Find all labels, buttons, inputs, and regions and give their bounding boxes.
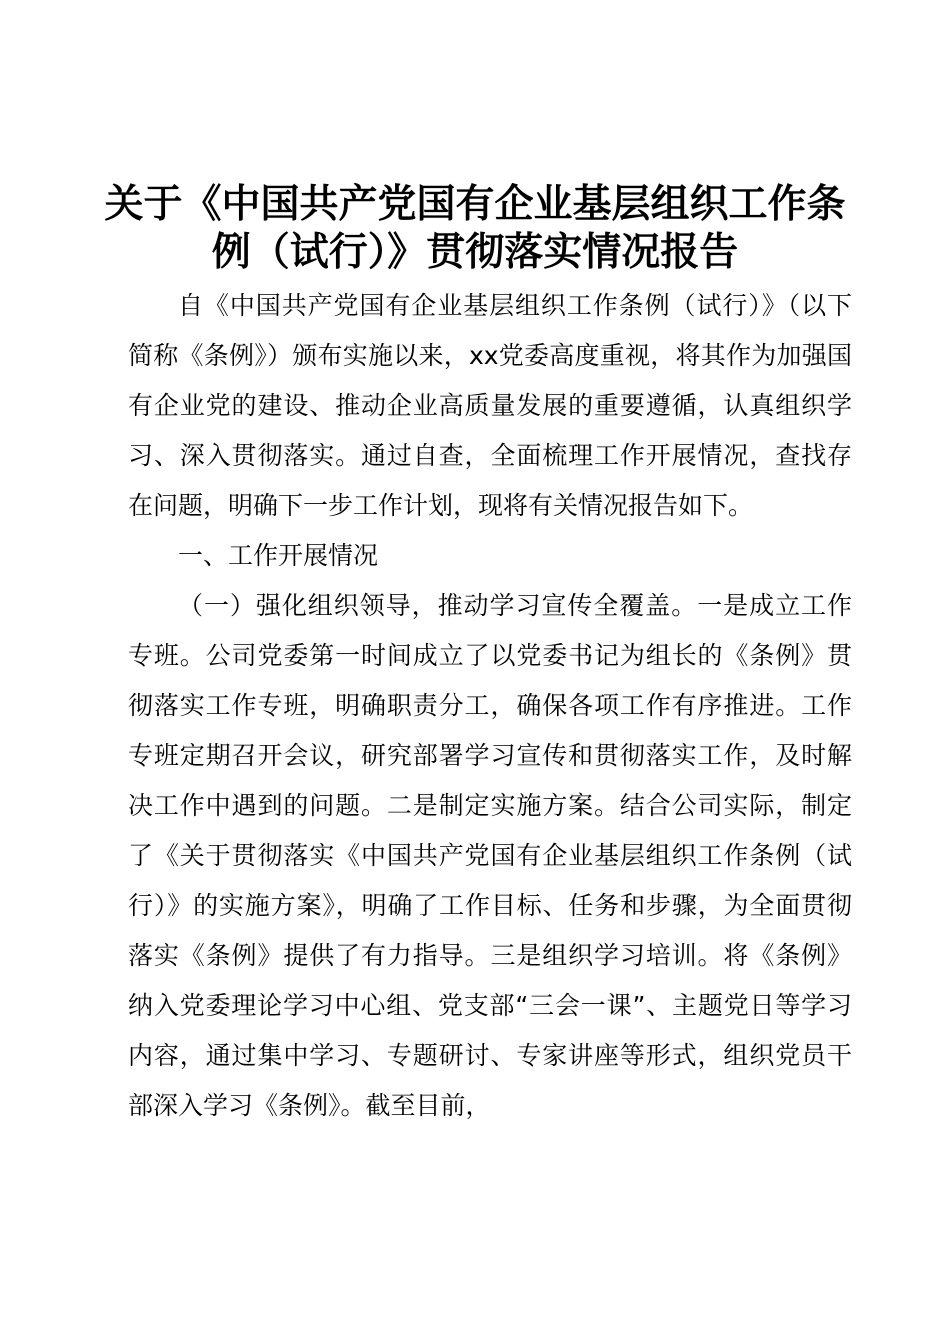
document-body (128, 281, 852, 1131)
subsection-paragraph: （一）强化组织领导，推动学习宣传全覆盖。一是成立工作专班。公司党委第一时间成立了以党委书记为组长的《条例》贯彻落实工作专班，明确职责分工，确保各项工作有序推进。工作专班定期召开会议，研究部署学习宣传和贯彻落实工作，及时解决工作中遇到的问题。二是制定实施方案。结合公司实际，制定了《关于贯彻落实《中国共产党国有企业基层组织工作条例（试行）》的实施方案》，明确了工作目标、任务和步骤，为全面贯彻落实《条例》提供了有力指导。三是组织学习培训。将《条例》纳入党委理论学习中心组、党支部“三会一课”、主题党日等学习内容，通过集中学习、专题研讨、专家讲座等形式，组织党员干部深入学习《条例》。截至目前， (128, 591, 852, 1120)
intro-paragraph: 自《中国共产党国有企业基层组织工作条例（试行）》（以下简称《条例》）颁布实施以来，xx党委高度重视，将其作为加强国有企业党的建设、推动企业高质量发展的重要遵循，认真组织学习、深入贯彻落实。通过自查，全面梳理工作开展情况，查找存在问题，明确下一步工作计划，现将有关情况报告如下。 (128, 291, 852, 520)
document-title: 关于《中国共产党国有企业基层组织工作条例（试行）》贯彻落实情况报告 (104, 181, 846, 275)
section-heading: 一、工作开展情况 (178, 541, 379, 570)
